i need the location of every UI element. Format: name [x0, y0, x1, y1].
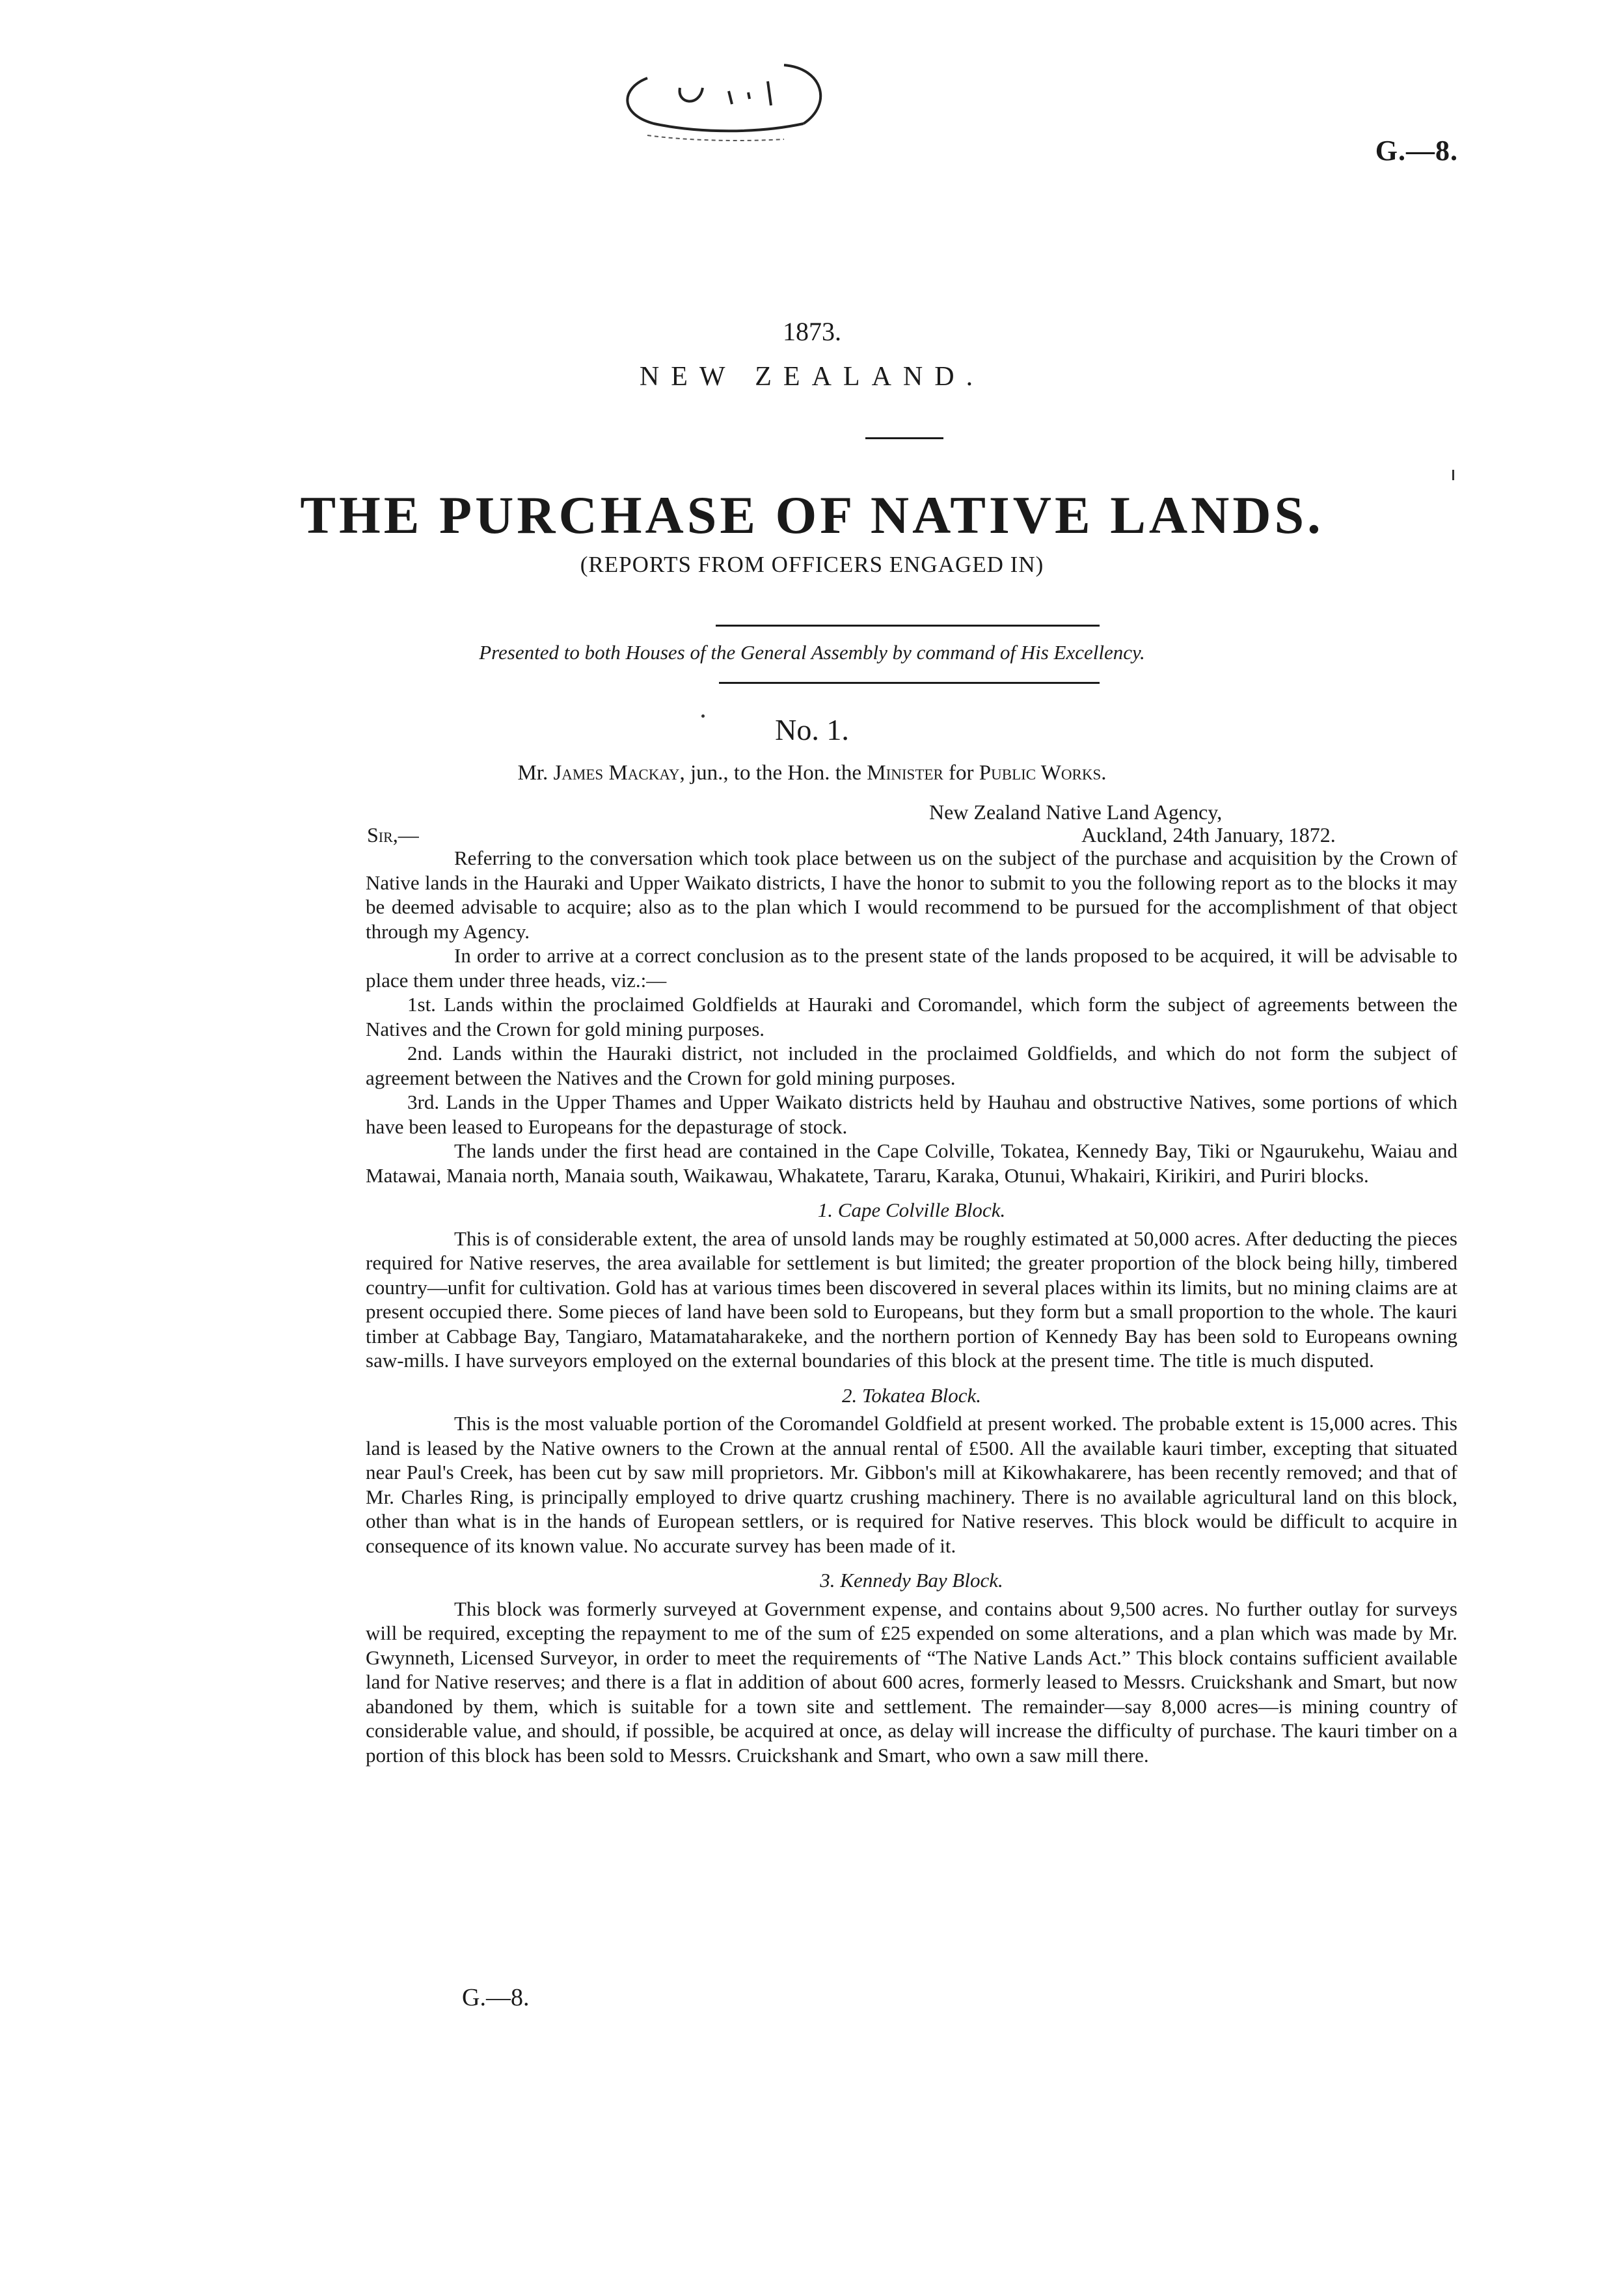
sender-address: New Zealand Native Land Agency, — [929, 800, 1223, 824]
divider — [716, 625, 1100, 627]
salutation: Sir,— — [367, 823, 419, 847]
paragraph: Referring to the conversation which took place between us on the subject of the purchase and acquisition by the Crown of Native lands in the Hauraki and Upper Waikato districts, I have the honor to submit to you the following report as to the blocks it may be deemed advisable to acquire; also as to the plan which I would recommend to be pursued for the accomplishment of that object through my Agency. — [366, 847, 1457, 943]
scan-mark — [1452, 470, 1454, 480]
paragraph: This is the most valuable portion of the Coromandel Goldfield at present worked. The probable extent is 15,000 acres. This land is leased by the Native owners to the Crown at the annual rental of £500. All the available kauri timber, excepting that situated near Paul's Creek, has been cut by saw mill proprietors. Mr. Gibbon's mill at Kikowhakarere, has been recently removed; and that of Mr. Charles Ring, is principally employed to drive quartz crushing machinery. There is no available agricultural land on this block, other than what is in the hands of European settlers, or is required for Native reserves. This block would be difficult to acquire in consequence of its known value. No accurate survey has been made of it. — [366, 1412, 1457, 1557]
list-item: 3rd. Lands in the Upper Thames and Upper Waikato districts held by Hauhau and obstructive Natives, some portions of which have been leased to Europeans for the depasturage of stock. — [366, 1091, 1457, 1138]
letter-heading — [0, 761, 1624, 785]
scan-mark — [701, 714, 705, 718]
divider — [719, 682, 1100, 684]
letter-number: No. 1. — [775, 713, 849, 746]
list-item: 1st. Lands within the proclaimed Goldfields at Hauraki and Coromandel, which form the subject of agreements between the Natives and the Crown for gold mining purposes. — [366, 993, 1457, 1040]
section-heading: 3. Kennedy Bay Block. — [820, 1569, 1003, 1592]
letter-heading-middle: , jun., to the Hon. the — [679, 761, 867, 785]
divider — [865, 437, 943, 439]
paragraph: This is of considerable extent, the area of unsold lands may be roughly estimated at 50,000 acres. After deducting the pieces required for Native reserves, the area available for settlement is but limited; the greater proportion of the block being hilly, timbered country—unfit for cultivation. Gold has at various times been discovered in several places within its limits, but no mining claims are at present occupied there. Some pieces of land have been sold to Europeans, but they form but a small proportion to the whole. The kauri timber at Cabbage Bay, Tangiaro, Matamataharakeke, and the northern portion of Kennedy Bay has been sold to Europeans owning saw-mills. I have surveyors employed on the external boundaries of this block at the present time. The title is much disputed. — [366, 1227, 1457, 1372]
page-title: THE PURCHASE OF NATIVE LANDS. — [300, 485, 1324, 545]
year: 1873. — [783, 317, 841, 346]
presentation-line: Presented to both Houses of the General Assembly by command of His Excellency. — [479, 641, 1145, 664]
letter-date: Auckland, 24th January, 1872. — [1081, 823, 1336, 847]
letter-heading-for: for — [943, 761, 979, 785]
sender-name: James Mackay — [553, 761, 680, 785]
list-item: 2nd. Lands within the Hauraki district, not included in the proclaimed Goldfields, and which do not form the subject of agreement between the Natives and the Crown for gold mining purposes. — [366, 1042, 1457, 1089]
letter-body — [366, 846, 1457, 1767]
country-heading: NEW ZEALAND. — [639, 362, 985, 392]
letter-heading-end: . — [1101, 761, 1107, 785]
letter-heading-prefix: Mr. — [517, 761, 554, 785]
paragraph: This block was formerly surveyed at Government expense, and contains about 9,500 acres. No further outlay for surveys will be required, excepting the repayment to me of the sum of £25 expended on some alterations, and a plan which was made by Mr. Gwynneth, Licensed Surveyor, in order to meet the requirements of “The Native Lands Act.” This block contains sufficient available land for Native reserves; and there is a flat in addition of about 600 acres, formerly leased to Messrs. Cruickshank and Smart, but now abandoned by them, which is suitable for a town site and settlement. The remainder—say 8,000 acres—is mining country of considerable value, and should, if possible, be acquired at once, as delay will increase the difficulty of purchase. The kauri timber on a portion of this block has been sold to Messrs. Cruickshank and Smart, who own a saw mill there. — [366, 1597, 1457, 1767]
section-heading: 1. Cape Colville Block. — [817, 1199, 1006, 1221]
recipient-department: Public Works — [979, 761, 1102, 785]
paragraph: The lands under the first head are contained in the Cape Colville, Tokatea, Kennedy Bay, Tiki or Ngaurukehu, Waiau and Matawai, Manaia north, Manaia south, Waikawau, Whakatete, Tararu, Karaka, Otunui, Whakairi, Kirikiri, and Puriri blocks. — [366, 1139, 1457, 1187]
footer-document-id: G.—8. — [462, 1984, 530, 2011]
handwritten-annotation — [608, 52, 856, 150]
section-heading: 2. Tokatea Block. — [841, 1383, 982, 1407]
page-subtitle: (REPORTS FROM OFFICERS ENGAGED IN) — [580, 552, 1044, 577]
document-id: G.—8. — [1375, 135, 1458, 167]
recipient-title: Minister — [867, 761, 943, 785]
paragraph: In order to arrive at a correct conclusion as to the present state of the lands proposed to be acquired, it will be advisable to place them under three heads, viz.:— — [366, 944, 1457, 992]
